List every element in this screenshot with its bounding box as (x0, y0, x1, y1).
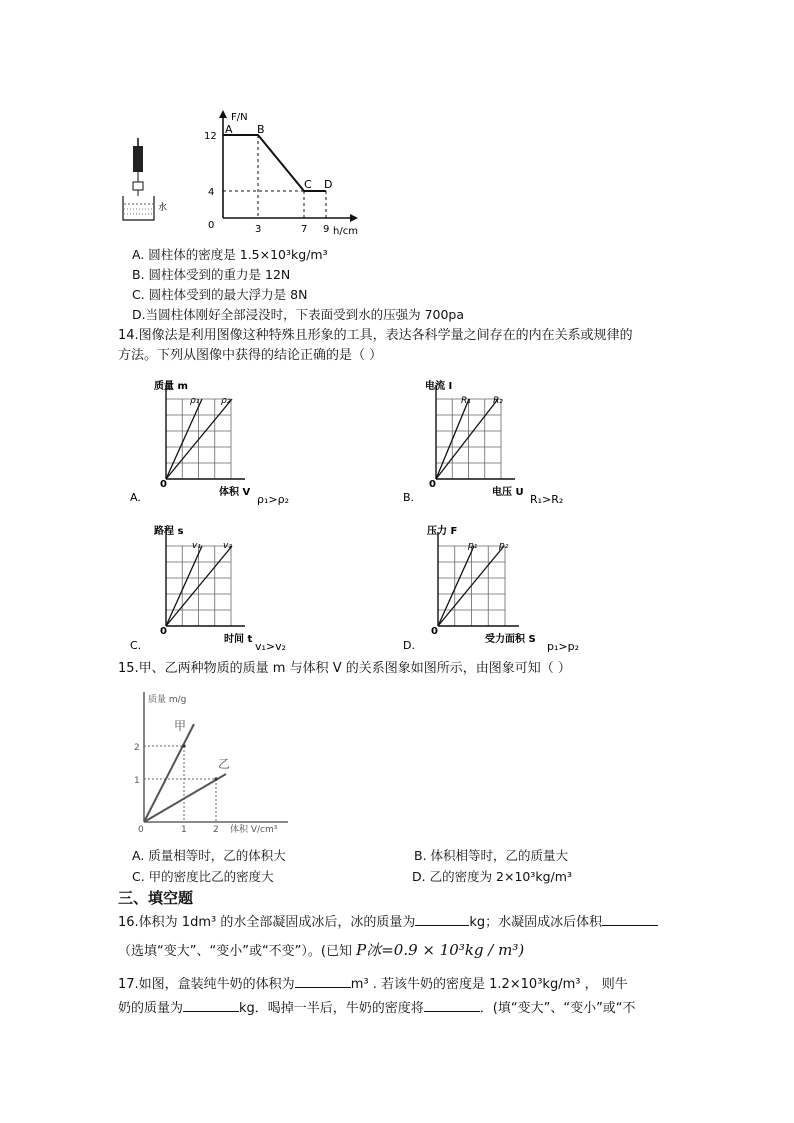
q14-graph-d (403, 520, 597, 656)
q15-y-tick-2: 2 (134, 743, 140, 753)
graph-c-line2-label: v₂ (223, 541, 232, 551)
q15-series-jia-label: 甲 (174, 719, 187, 733)
q16-text-1: 16.体积为 1dm³ 的水全部凝固成冰后，冰的质量为 (118, 915, 416, 930)
q15-option-a: A. 质量相等时，乙的体积大 (132, 848, 286, 863)
graph-d-line2-label: p₂ (499, 541, 509, 551)
q15-stem: 15.甲、乙两种物质的质量 m 与体积 V 的关系图象如图所示，由图象可知（ ） (118, 661, 571, 676)
graph-b-y-label: 电流 I (425, 381, 453, 392)
q16-formula: P冰=0.9 × 10³kg / m³) (356, 941, 525, 959)
q14-graph-b (403, 375, 593, 509)
q13-y-label: F/N (231, 112, 248, 123)
graph-c-x-label: 时间 t (224, 634, 253, 645)
q14-stem-line2: 方法。下列从图像中获得的结论正确的是（ ） (118, 348, 383, 363)
graph-c-origin: 0 (160, 626, 167, 637)
q13-x-tick-9: 9 (323, 224, 330, 235)
series-line-1 (438, 546, 474, 626)
graph-c-y-label: 路程 s (154, 526, 184, 537)
q13-point-d: D (324, 178, 333, 191)
q13-y-tick-12: 12 (204, 131, 217, 142)
graph-a-x-label: 体积 V (219, 487, 251, 498)
section-heading: 三、填空题 (118, 889, 194, 907)
q15-figure-svg (128, 688, 298, 838)
q13-option-c: C. 圆柱体受到的最大浮力是 8N (132, 287, 308, 302)
graph-a-y-label: 质量 m (154, 381, 188, 392)
q15-option-d: D. 乙的密度为 2×10³kg/m³ (412, 869, 572, 884)
q17-line1 (118, 973, 628, 994)
graph-c-line1-label: v₁ (192, 541, 201, 551)
q16-blank-volume[interactable] (602, 911, 658, 926)
series-line-2 (166, 546, 232, 626)
graph-d-y-label: 压力 F (427, 526, 458, 537)
q15-x-label: 体积 V/cm³ (230, 825, 278, 835)
q17-text-1: 17.如图，盒装纯牛奶的体积为 (118, 977, 295, 992)
q16-text-3: （选填“变大”、“变小”或“不变”）。(已知 (118, 944, 352, 959)
q17-text-3: 奶的质量为 (118, 1001, 184, 1016)
graph-b-x-label: 电压 U (492, 487, 524, 498)
q13-x-tick-0: 0 (208, 220, 215, 231)
graph-b-letter: B. (403, 491, 415, 504)
graph-a-line2-label: ρ₂ (221, 396, 231, 406)
q15-x-tick-0: 0 (138, 825, 144, 835)
q17-line2 (118, 997, 636, 1018)
series-line-2 (438, 546, 504, 626)
q15-figure (128, 688, 298, 842)
series-line-1 (166, 546, 202, 626)
graph-d-conclusion: p₁>p₂ (547, 640, 580, 652)
graph-b-conclusion: R₁>R₂ (530, 493, 564, 505)
q16-text-2: kg；水凝固成冰后体积 (469, 915, 603, 930)
graph-a-letter: A. (130, 491, 141, 504)
spring-scale-illustration (123, 138, 167, 220)
graph-a-conclusion: ρ₁>ρ₂ (257, 493, 290, 505)
series-line-2 (436, 399, 498, 479)
graph-d-origin: 0 (431, 626, 438, 637)
q13-option-b: B. 圆柱体受到的重力是 12N (132, 267, 291, 282)
q13-x-tick-7: 7 (301, 224, 308, 235)
graph-d-line1-label: p₁ (468, 541, 478, 551)
q16-blank-mass[interactable] (415, 911, 469, 926)
q15-x-tick-1: 1 (181, 825, 187, 835)
graph-a-line1-label: ρ₁ (190, 396, 200, 406)
graph-c-letter: C. (130, 639, 142, 652)
q15-option-c: C. 甲的密度比乙的密度大 (132, 869, 274, 884)
graph-d-letter: D. (403, 639, 415, 652)
q17-text-5: ．(填“变大”、“变小”或“不 (479, 1001, 636, 1016)
q15-series-yi-label: 乙 (218, 757, 231, 771)
q13-point-a: A (225, 123, 233, 136)
q13-figure (118, 108, 368, 236)
q17-blank-mass[interactable] (183, 997, 239, 1012)
q14-graph-a (128, 375, 318, 509)
q17-text-4: kg．喝掉一半后，牛奶的密度将 (239, 1001, 424, 1016)
q13-point-c: C (304, 178, 312, 191)
q13-option-a: A. 圆柱体的密度是 1.5×10³kg/m³ (132, 247, 328, 262)
q13-option-d: D.当圆柱体刚好全部浸没时，下表面受到水的压强为 700pa (132, 307, 465, 322)
graph-d-x-label: 受力面积 S (485, 634, 536, 645)
q17-text-2: m³ . 若该牛奶的密度是 1.2×10³kg/m³ ， 则牛 (350, 977, 628, 992)
q13-point-b: B (257, 123, 265, 136)
graph-c-conclusion: v₁>v₂ (255, 640, 287, 652)
graph-a-origin: 0 (160, 479, 167, 490)
series-line-2 (166, 399, 232, 479)
q13-y-tick-4: 4 (208, 187, 215, 198)
q17-blank-density[interactable] (424, 997, 480, 1012)
q16-line2 (118, 941, 524, 961)
q15-y-label: 质量 m/g (148, 695, 187, 705)
q15-y-tick-1: 1 (134, 776, 140, 786)
q17-blank-volume[interactable] (295, 973, 351, 988)
q16-line1 (118, 911, 658, 932)
water-label: 水 (158, 203, 168, 213)
q13-x-tick-3: 3 (255, 224, 262, 235)
q14-graph-c (128, 520, 318, 656)
graph-b-line1-label: R₁ (461, 396, 471, 406)
q15-x-tick-2: 2 (213, 825, 219, 835)
q14-stem-line1: 14.图像法是利用图像这种特殊且形象的工具，表达各科学量之间存在的内在关系或规律的 (118, 328, 633, 343)
graph-b-line2-label: R₂ (493, 396, 503, 406)
q13-x-label: h/cm (333, 226, 358, 236)
graph-b-origin: 0 (429, 479, 436, 490)
q13-figure-svg (118, 108, 368, 236)
q15-option-b: B. 体积相等时，乙的质量大 (414, 848, 569, 863)
series-line-1 (166, 399, 202, 479)
